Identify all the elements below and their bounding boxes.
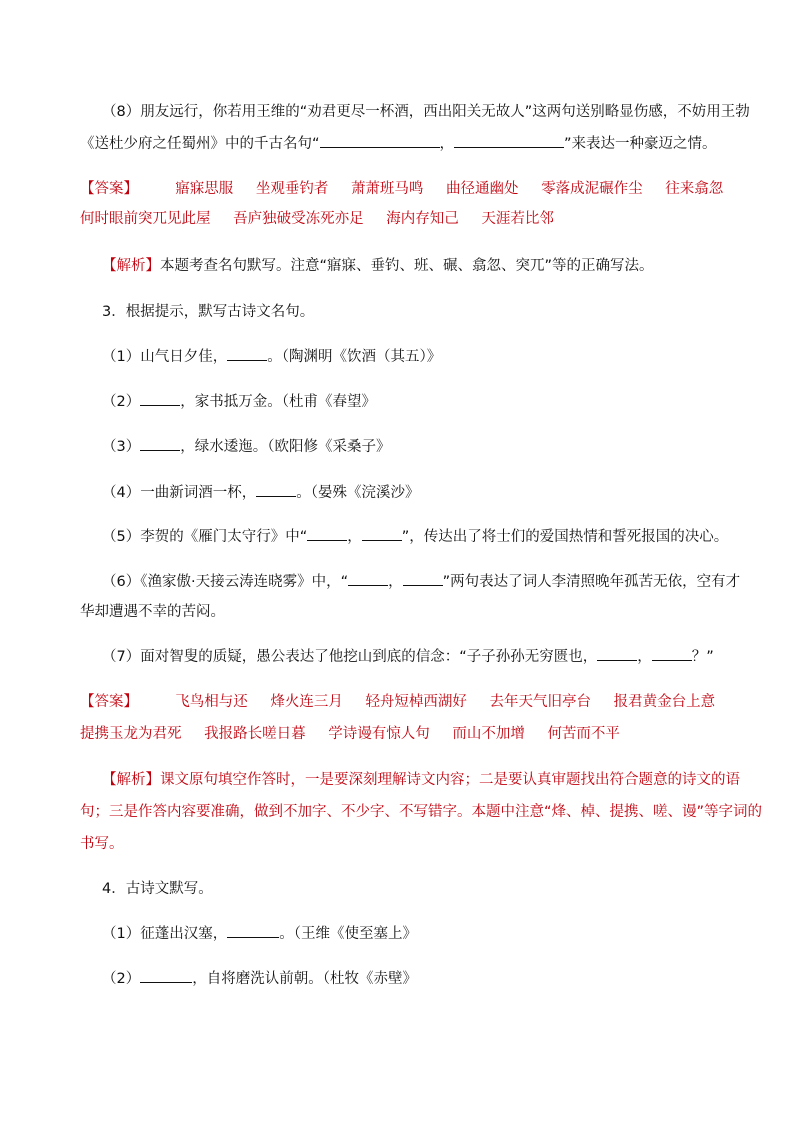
answer-item: 而山不加增 <box>452 726 525 742</box>
answer-block-1-row-1 <box>80 180 723 198</box>
analysis-tag: 【解析】 <box>102 258 160 274</box>
analysis-block-1 <box>102 257 654 275</box>
answer-blank[interactable] <box>227 348 267 361</box>
answer-item: 坐观垂钓者 <box>255 181 329 197</box>
answer-item: 学诗谩有惊人句 <box>328 726 430 742</box>
analysis-block-2-line-1 <box>102 771 740 789</box>
answer-blank[interactable] <box>307 528 347 541</box>
answer-block-2-row-1 <box>80 693 715 711</box>
answer-blank[interactable] <box>403 573 443 586</box>
answer-blank[interactable] <box>320 135 440 148</box>
answer-item: 曲径通幽处 <box>446 181 519 197</box>
answer-item: 我报路长嗟日暮 <box>204 726 306 742</box>
analysis-text: 本题考查名句默写。注意“寤寐、垂钓、班、碾、翕忽、突兀”等的正确写法。 <box>160 258 654 274</box>
answer-blank[interactable] <box>652 648 692 661</box>
answer-blank[interactable] <box>140 393 180 406</box>
answer-item: 何时眼前突兀见此屋 <box>80 211 211 227</box>
answer-tag: 【答案】 <box>80 694 138 710</box>
answer-blank[interactable] <box>348 573 388 586</box>
answer-item: 萧萧班马鸣 <box>350 181 424 197</box>
q3-item-1: （1）山气日夕佳， 。（陶渊明《饮酒（其五）》 <box>102 349 442 365</box>
answer-item: 去年天气旧亭台 <box>489 694 592 710</box>
analysis-text: 书写。 <box>80 836 124 852</box>
answer-item: 轻舟短棹西湖好 <box>365 694 467 710</box>
answer-item: 何苦而不平 <box>547 726 620 742</box>
q4-item-2: （2） ，自将磨洗认前朝。（杜牧《赤壁》 <box>102 971 417 987</box>
answer-item: 寤寐思服 <box>175 181 234 197</box>
answer-blank[interactable] <box>362 528 402 541</box>
answer-item: 飞鸟相与还 <box>175 694 248 710</box>
q4-item-1: （1）征蓬出汉塞， 。（王维《使至塞上》 <box>102 926 417 942</box>
q8-suffix: ”来表达一种豪迈之情。 <box>564 136 717 152</box>
answer-blank[interactable] <box>227 925 279 938</box>
answer-block-1-row-2 <box>80 210 554 228</box>
answer-item: 海内存知己 <box>386 211 459 227</box>
answer-item: 往来翕忽 <box>665 181 724 197</box>
answer-blank[interactable] <box>454 135 564 148</box>
q3-item-6: （6）《渔家傲·天接云涛连晓雾》中，“ ， ”两句表达了词人李清照晚年孤苦无依，空有才 <box>102 574 741 590</box>
q3-item-2: （2） ，家书抵万金。（杜甫《春望》 <box>102 394 376 410</box>
analysis-block-2-line-3 <box>80 835 124 853</box>
answer-item: 报君黄金台上意 <box>613 694 716 710</box>
answer-blank[interactable] <box>140 438 180 451</box>
answer-item: 吾庐独破受冻死亦足 <box>233 211 364 227</box>
q3-title: 3．根据提示，默写古诗文名句。 <box>102 304 315 320</box>
q3-item-5: （5）李贺的《雁门太守行》中“ ， ”，传达出了将士们的爱国热情和誓死报国的决心。 <box>102 529 729 545</box>
q4-title: 4．古诗文默写。 <box>102 881 213 897</box>
q3-item-3: （3） ，绿水逶迤。（欧阳修《采桑子》 <box>102 439 391 455</box>
answer-blank[interactable] <box>256 484 296 497</box>
analysis-text: 课文原句填空作答时，一是要深刻理解诗文内容；二是要认真审题找出符合题意的诗文的语 <box>160 772 740 788</box>
answer-blank[interactable] <box>140 970 192 983</box>
analysis-text: 句；三是作答内容要准确，做到不加字、不少字、不写错字。本题中注意“烽、棹、提携、嗟、谩”等字词的 <box>80 804 763 820</box>
answer-item: 零落成泥碾作尘 <box>541 181 643 197</box>
q8-line-1 <box>102 103 750 121</box>
q8-line-2: 《送杜少府之任蜀州》中的千古名句“ ， ”来表达一种豪迈之情。 <box>80 136 717 152</box>
analysis-tag: 【解析】 <box>102 772 160 788</box>
answer-item: 天涯若比邻 <box>481 211 554 227</box>
q3-item-7: （7）面对智叟的质疑，愚公表达了他挖山到底的信念：“子子孙孙无穷匮也， ， ？” <box>102 649 714 665</box>
q8-prefix: 《送杜少府之任蜀州》中的千古名句“ <box>80 136 320 152</box>
q3-item-6-continued: 华却遭遇不幸的苦闷。 <box>80 604 225 620</box>
answer-blank[interactable] <box>597 648 637 661</box>
q3-item-4: （4）一曲新词酒一杯， 。（晏殊《浣溪沙》 <box>102 485 420 501</box>
analysis-block-2-line-2 <box>80 803 762 821</box>
answer-block-2-row-2 <box>80 725 620 743</box>
q8-text: （8）朋友远行，你若用王维的“劝君更尽一杯酒，西出阳关无故人”这两句送别略显伤感，不妨用王勃 <box>102 104 750 120</box>
answer-item: 提携玉龙为君死 <box>80 726 182 742</box>
answer-tag: 【答案】 <box>80 181 138 197</box>
answer-item: 烽火连三月 <box>270 694 343 710</box>
